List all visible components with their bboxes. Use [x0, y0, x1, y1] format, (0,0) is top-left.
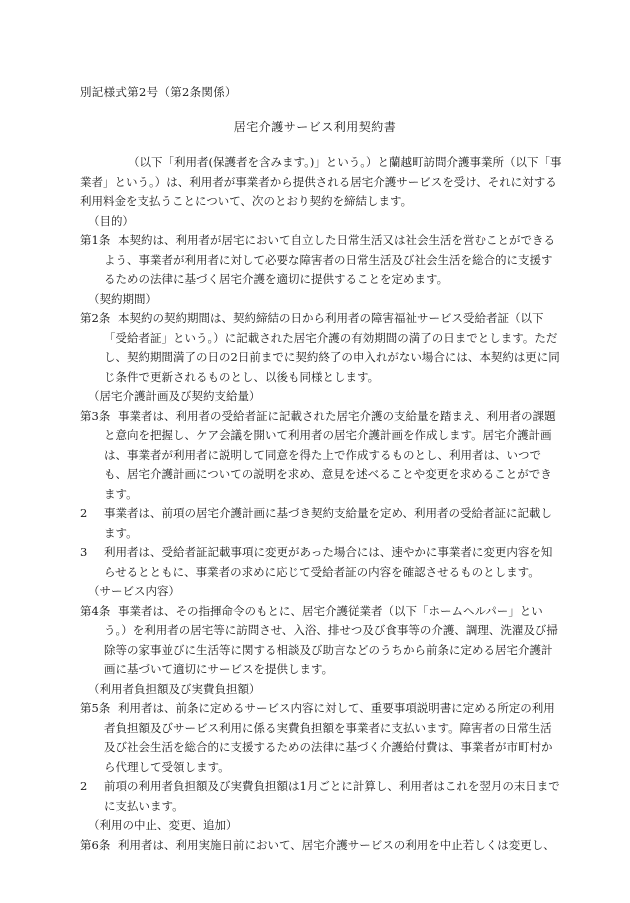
article-clause [80, 543, 562, 582]
clause-number: 2 [80, 506, 88, 520]
article-heading: （契約期間） [88, 291, 157, 306]
clause-text: 事業者は、利用者の受給者証に記載された居宅介護の支給量を踏まえ、利用者の課題と意向を把握し、ケア会議を開いて利用者の居宅介護計画を作成します。居宅介護計画は、事業者が利用者に説明して同意を得た上で作成するものとし、利用者は、いつでも、居宅介護計画についての説明を求め、意見を述べることや変更を求めることができます。 [104, 408, 556, 501]
document-body [80, 153, 562, 855]
clause-text: 利用者は、利用実施日前において、居宅介護サービスの利用を中止若しくは変更し、 [118, 837, 555, 852]
article-clause [80, 699, 562, 777]
clause-text: 利用者は、前条に定めるサービス内容に対して、重要事項説明書に定める所定の利用者負担額及びサービス利用に係る実費負担額を事業者に支払います。障害者の日常生活及び社会生活を総合的に支援するための法律に基づく介護給付費は、事業者が市町村から代理して受領します。 [104, 701, 555, 774]
clause-number: 第5条 [80, 701, 111, 715]
clause-text: 利用者は、受給者証記載事項に変更があった場合には、速やかに事業者に変更内容を知らせるとともに、事業者の求めに応じて受給者証の内容を確認させるものとします。 [104, 545, 553, 579]
intro-paragraph: （以下「利用者(保護者を含みます。)」という。）と蘭越町訪問介護事業所（以下「事業者」という。）は、利用者が事業者から提供される居宅介護サービスを受け、それに対する利用料金を支払うことについて、次のとおり契約を締結します。 [80, 155, 562, 208]
article-clause [80, 836, 562, 856]
clause-text: 本契約は、利用者が居宅において自立した日常生活又は社会生活を営むことができるよう、事業者が利用者に対して必要な障害者の日常生活及び社会生活を総合的に支援するための法律に基づく居宅介護を適切に提供することを定めます。 [104, 233, 555, 286]
article-clause [80, 407, 562, 505]
clause-text: 前項の利用者負担額及び実費負担額は1月ごとに計算し、利用者はこれを翌月の末日までに支払います。 [104, 779, 560, 813]
clause-number: 3 [80, 545, 88, 559]
form-number: 別記様式第2号（第2条関係） [80, 85, 237, 99]
clause-text: 本契約の契約期間は、契約締結の日から利用者の障害福祉サービス受給者証（以下「受給者証」という。）に記載された居宅介護の有効期間の満了の日までとします。ただし、契約期間満了の日の2日前までに契約終了の申入れがない場合には、本契約は更に同じ条件で更新されるものとし、以後も同様とします。 [104, 311, 560, 384]
article-clause [80, 309, 562, 387]
article-heading: （サービス内容） [88, 584, 180, 598]
document-title: 居宅介護サービス利用契約書 [233, 120, 397, 134]
article-heading: （居宅介護計画及び契約支給量） [88, 389, 261, 403]
article-clause [80, 602, 562, 680]
clause-text: 事業者は、前項の居宅介護計画に基づき契約支給量を定め、利用者の受給者証に記載します。 [104, 506, 553, 540]
article-clause [80, 231, 562, 290]
article-heading: （利用者負担額及び実費負担額） [88, 681, 261, 696]
article-list [80, 212, 562, 856]
clause-number: 第6条 [80, 837, 111, 852]
clause-number: 2 [80, 779, 88, 793]
clause-text: 事業者は、その指揮命令のもとに、居宅介護従業者（以下「ホームヘルパー」という。）を利用者の居宅等に訪問させ、入浴、排せつ及び食事等の介護、調理、洗濯及び掃除等の家事並びに生活等に関する相談及び助言などのうちから前条に定める居宅介護計画に基づいて適切にサービスを提供します。 [104, 603, 558, 676]
clause-number: 第2条 [80, 311, 111, 325]
article-heading: （利用の中止、変更、追加） [88, 818, 238, 832]
clause-number: 第1条 [80, 233, 111, 247]
article-heading: （目的） [88, 213, 134, 228]
article-clause [80, 777, 562, 816]
article-clause [80, 504, 562, 543]
clause-number: 第3条 [80, 408, 111, 423]
clause-number: 第4条 [80, 603, 111, 618]
